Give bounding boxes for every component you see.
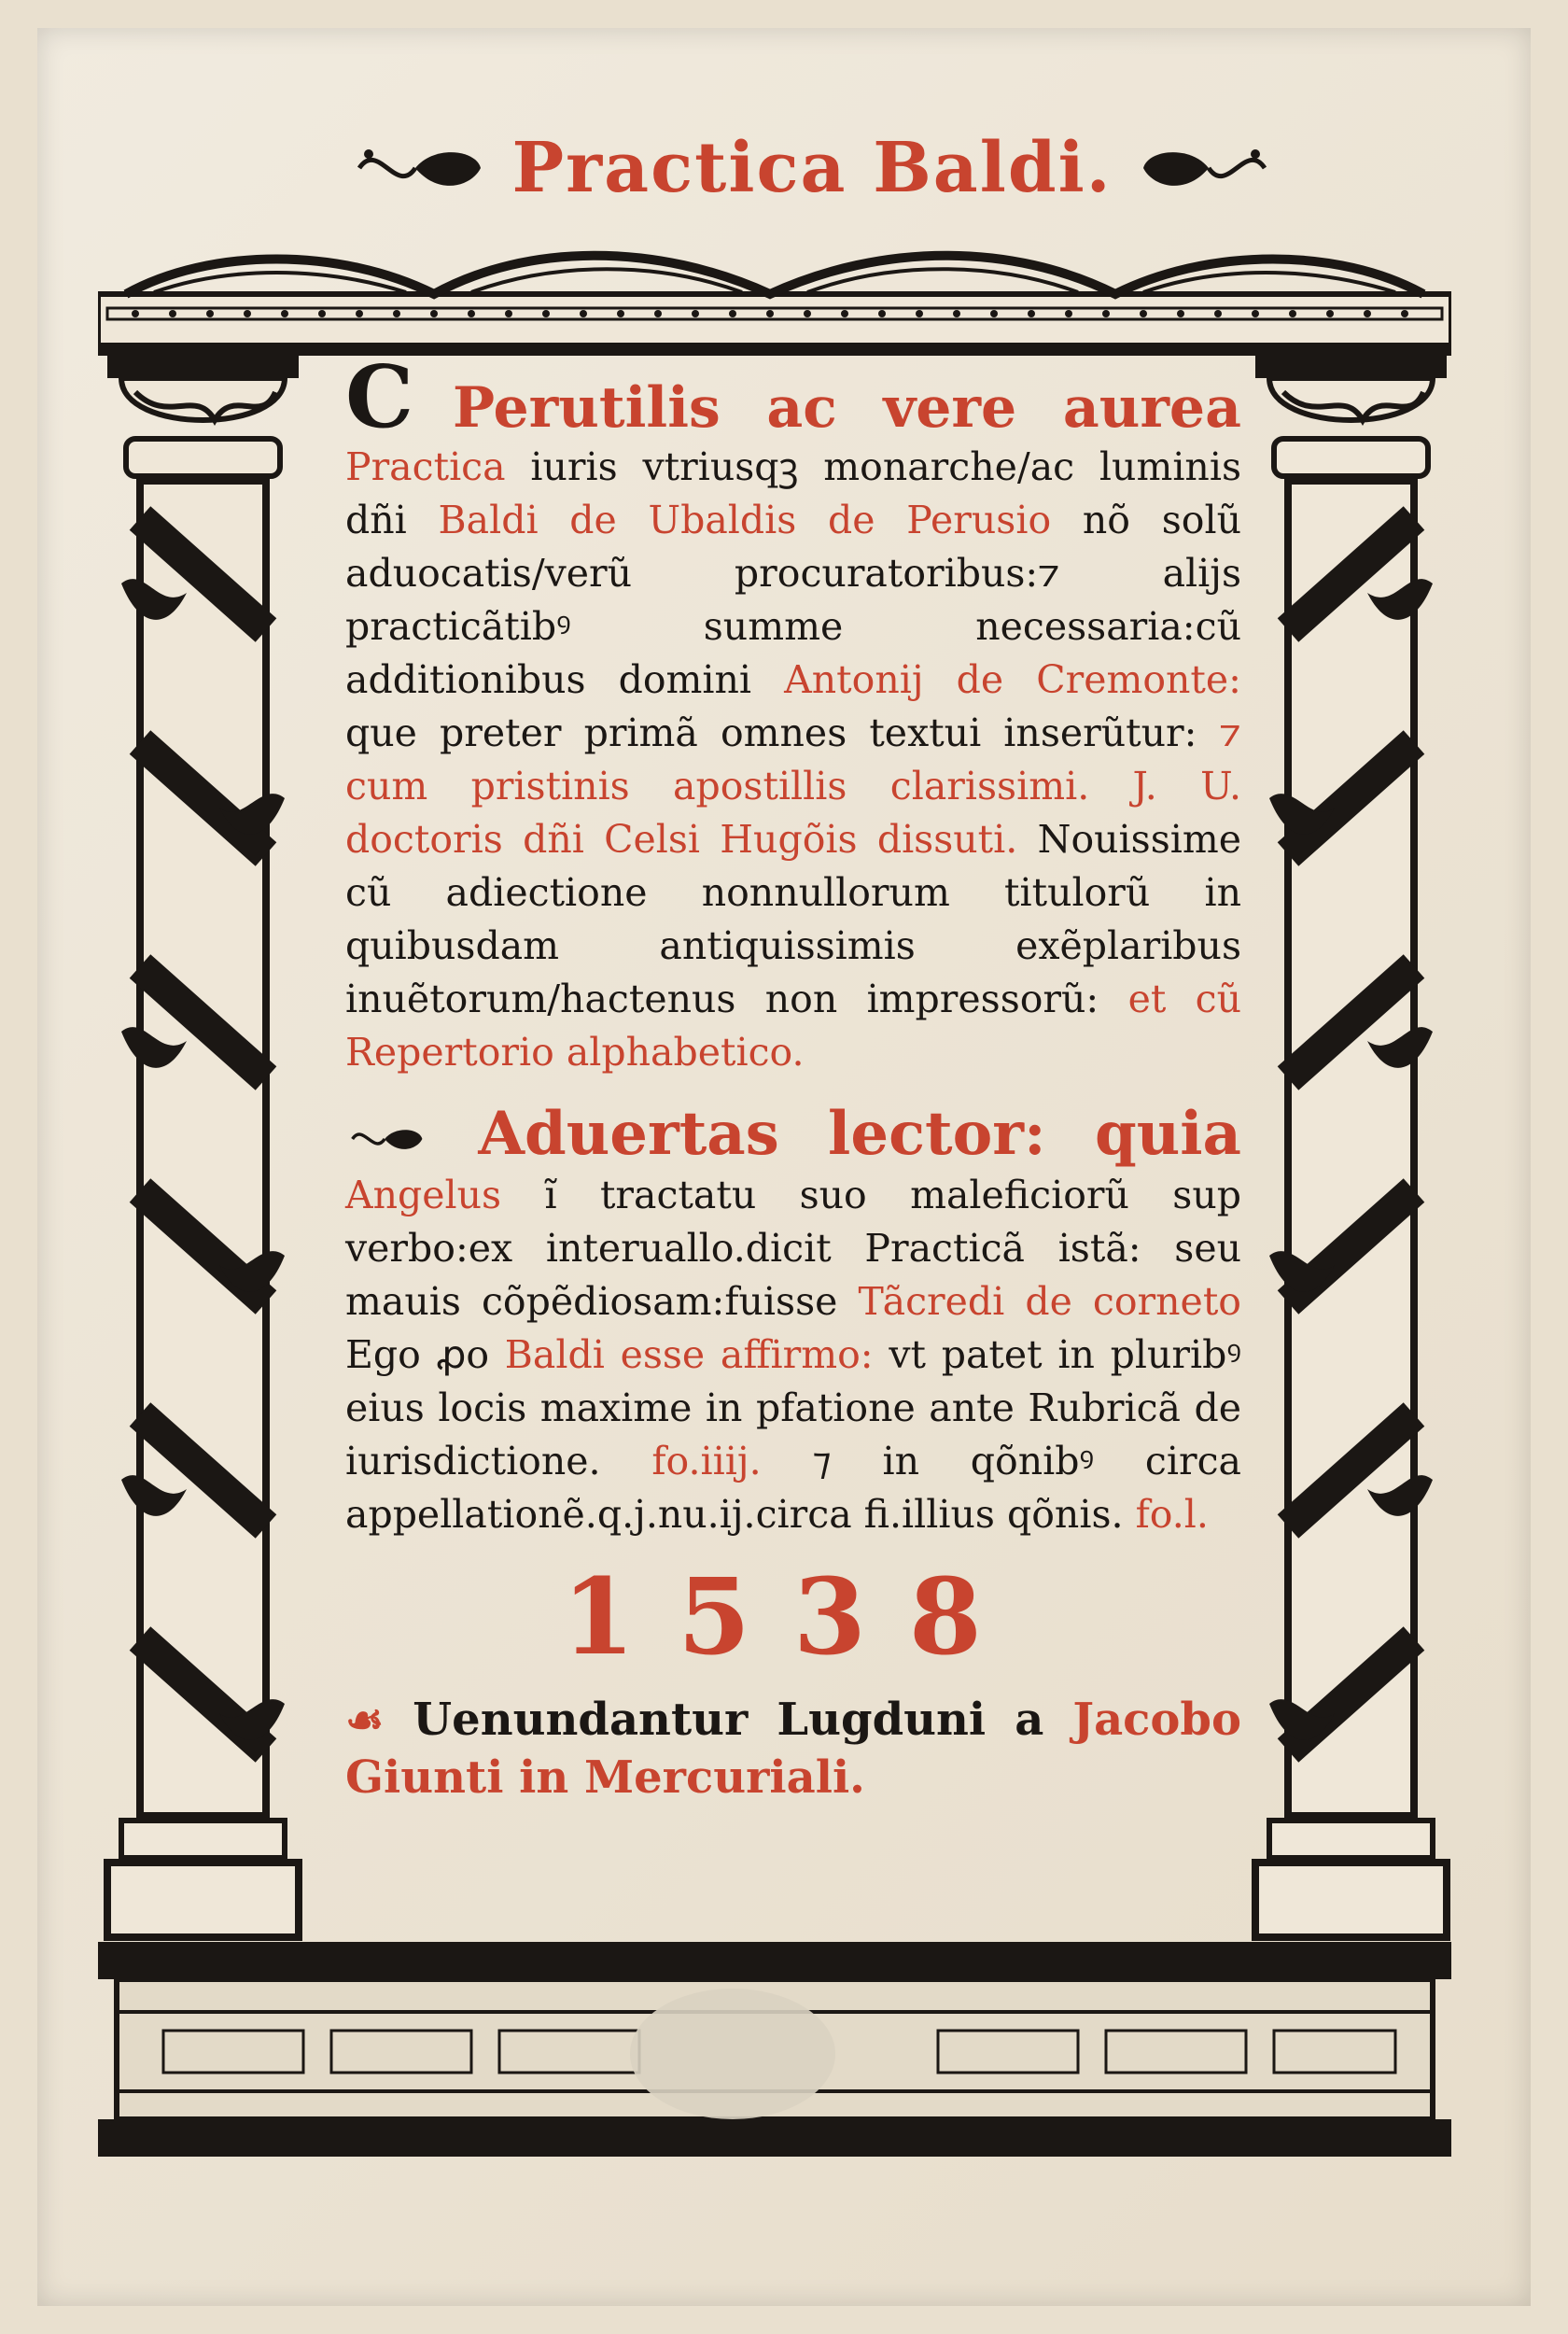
notice-tancredi: Tãcredi de corneto [858,1279,1241,1324]
notice-segment: ⁊ in qõnibꝰ circa appellationẽ.q.j.nu.ij.circa fi.illius qõnis. [345,1439,1241,1537]
left-twisted-column [103,350,303,1956]
notice-baldi: Baldi esse affirmo: [504,1332,874,1377]
notice-segment: Ego ꝓo [345,1332,490,1377]
fleuron-right-icon [1134,131,1274,205]
printer-name: Jacobo Giunti in [345,1694,1241,1804]
title-page [37,28,1531,2306]
fleuron-notice-icon [345,1118,429,1160]
printer-sign: Mercuriali. [584,1751,865,1804]
notice-title: Aduertas lector: quia [478,1099,1242,1169]
publication-year: 1538 [562,1556,1025,1679]
woodcut-lintel [98,229,1451,359]
woodcut-base [98,1942,1451,2166]
repertorium-note: et cũ Repertorio alphabetico. [345,977,1241,1075]
author-name: Baldi de Ubaldis de Perusio [438,498,1052,542]
title-segment-practica: Practica [345,444,506,489]
title-paragraph [345,346,1241,1079]
fleuron-left-icon [350,131,490,205]
title-text [345,346,1242,1827]
title-segment: nõ solũ aduocatis/verũ procuratoribus:⁊ alijs practicãtibꝰ summe necessaria:cũ additionibus domini [345,498,1241,702]
title-lead: Perutilis ac vere aurea [452,375,1241,441]
notice-segment: vt patet in pluribꝰ eius locis maxime in pfatione ante Rubricã de iurisdictione. [345,1332,1242,1483]
imprint-segment: Uenundantur Lugduni a [413,1694,1044,1746]
initial-letter: C [345,346,414,447]
apostille-note: ⁊ cum pristinis apostillis clarissimi. J. U. doctoris dñi Celsi Hugõis dissuti. [345,710,1241,862]
notice-segment: ĩ tractatu suo maleficiorũ sup verbo:ex interuallo.dicit Practicã istã: seu mauis cõpẽdiosam:fuisse [345,1173,1241,1324]
title-segment: iuris vtriusqꝫ monarche/ac luminis dñi [345,444,1241,542]
folio-ref-1: fo.iiij. [651,1439,762,1483]
title-segment: que preter primã omnes textui inserũtur: [345,710,1197,755]
imprint [345,1691,1241,1807]
notice-lead [345,1099,1241,1169]
folio-ref-2: fo.l. [1135,1492,1209,1537]
right-twisted-column [1251,350,1451,1956]
header-title: Practica Baldi. [511,128,1113,208]
running-title [345,112,1279,224]
editor-name: Antonij de Cremonte: [784,657,1241,702]
notice-angelus: Angelus [345,1173,502,1217]
imprint-mark: ☙ [345,1694,385,1745]
title-segment: Nouissime cũ adiectione nonnullorum titulorũ in quibusdam antiquissimis exẽplaribus inuẽtorum/hactenus non impressorũ: [345,817,1241,1021]
notice-paragraph [345,1100,1241,1541]
